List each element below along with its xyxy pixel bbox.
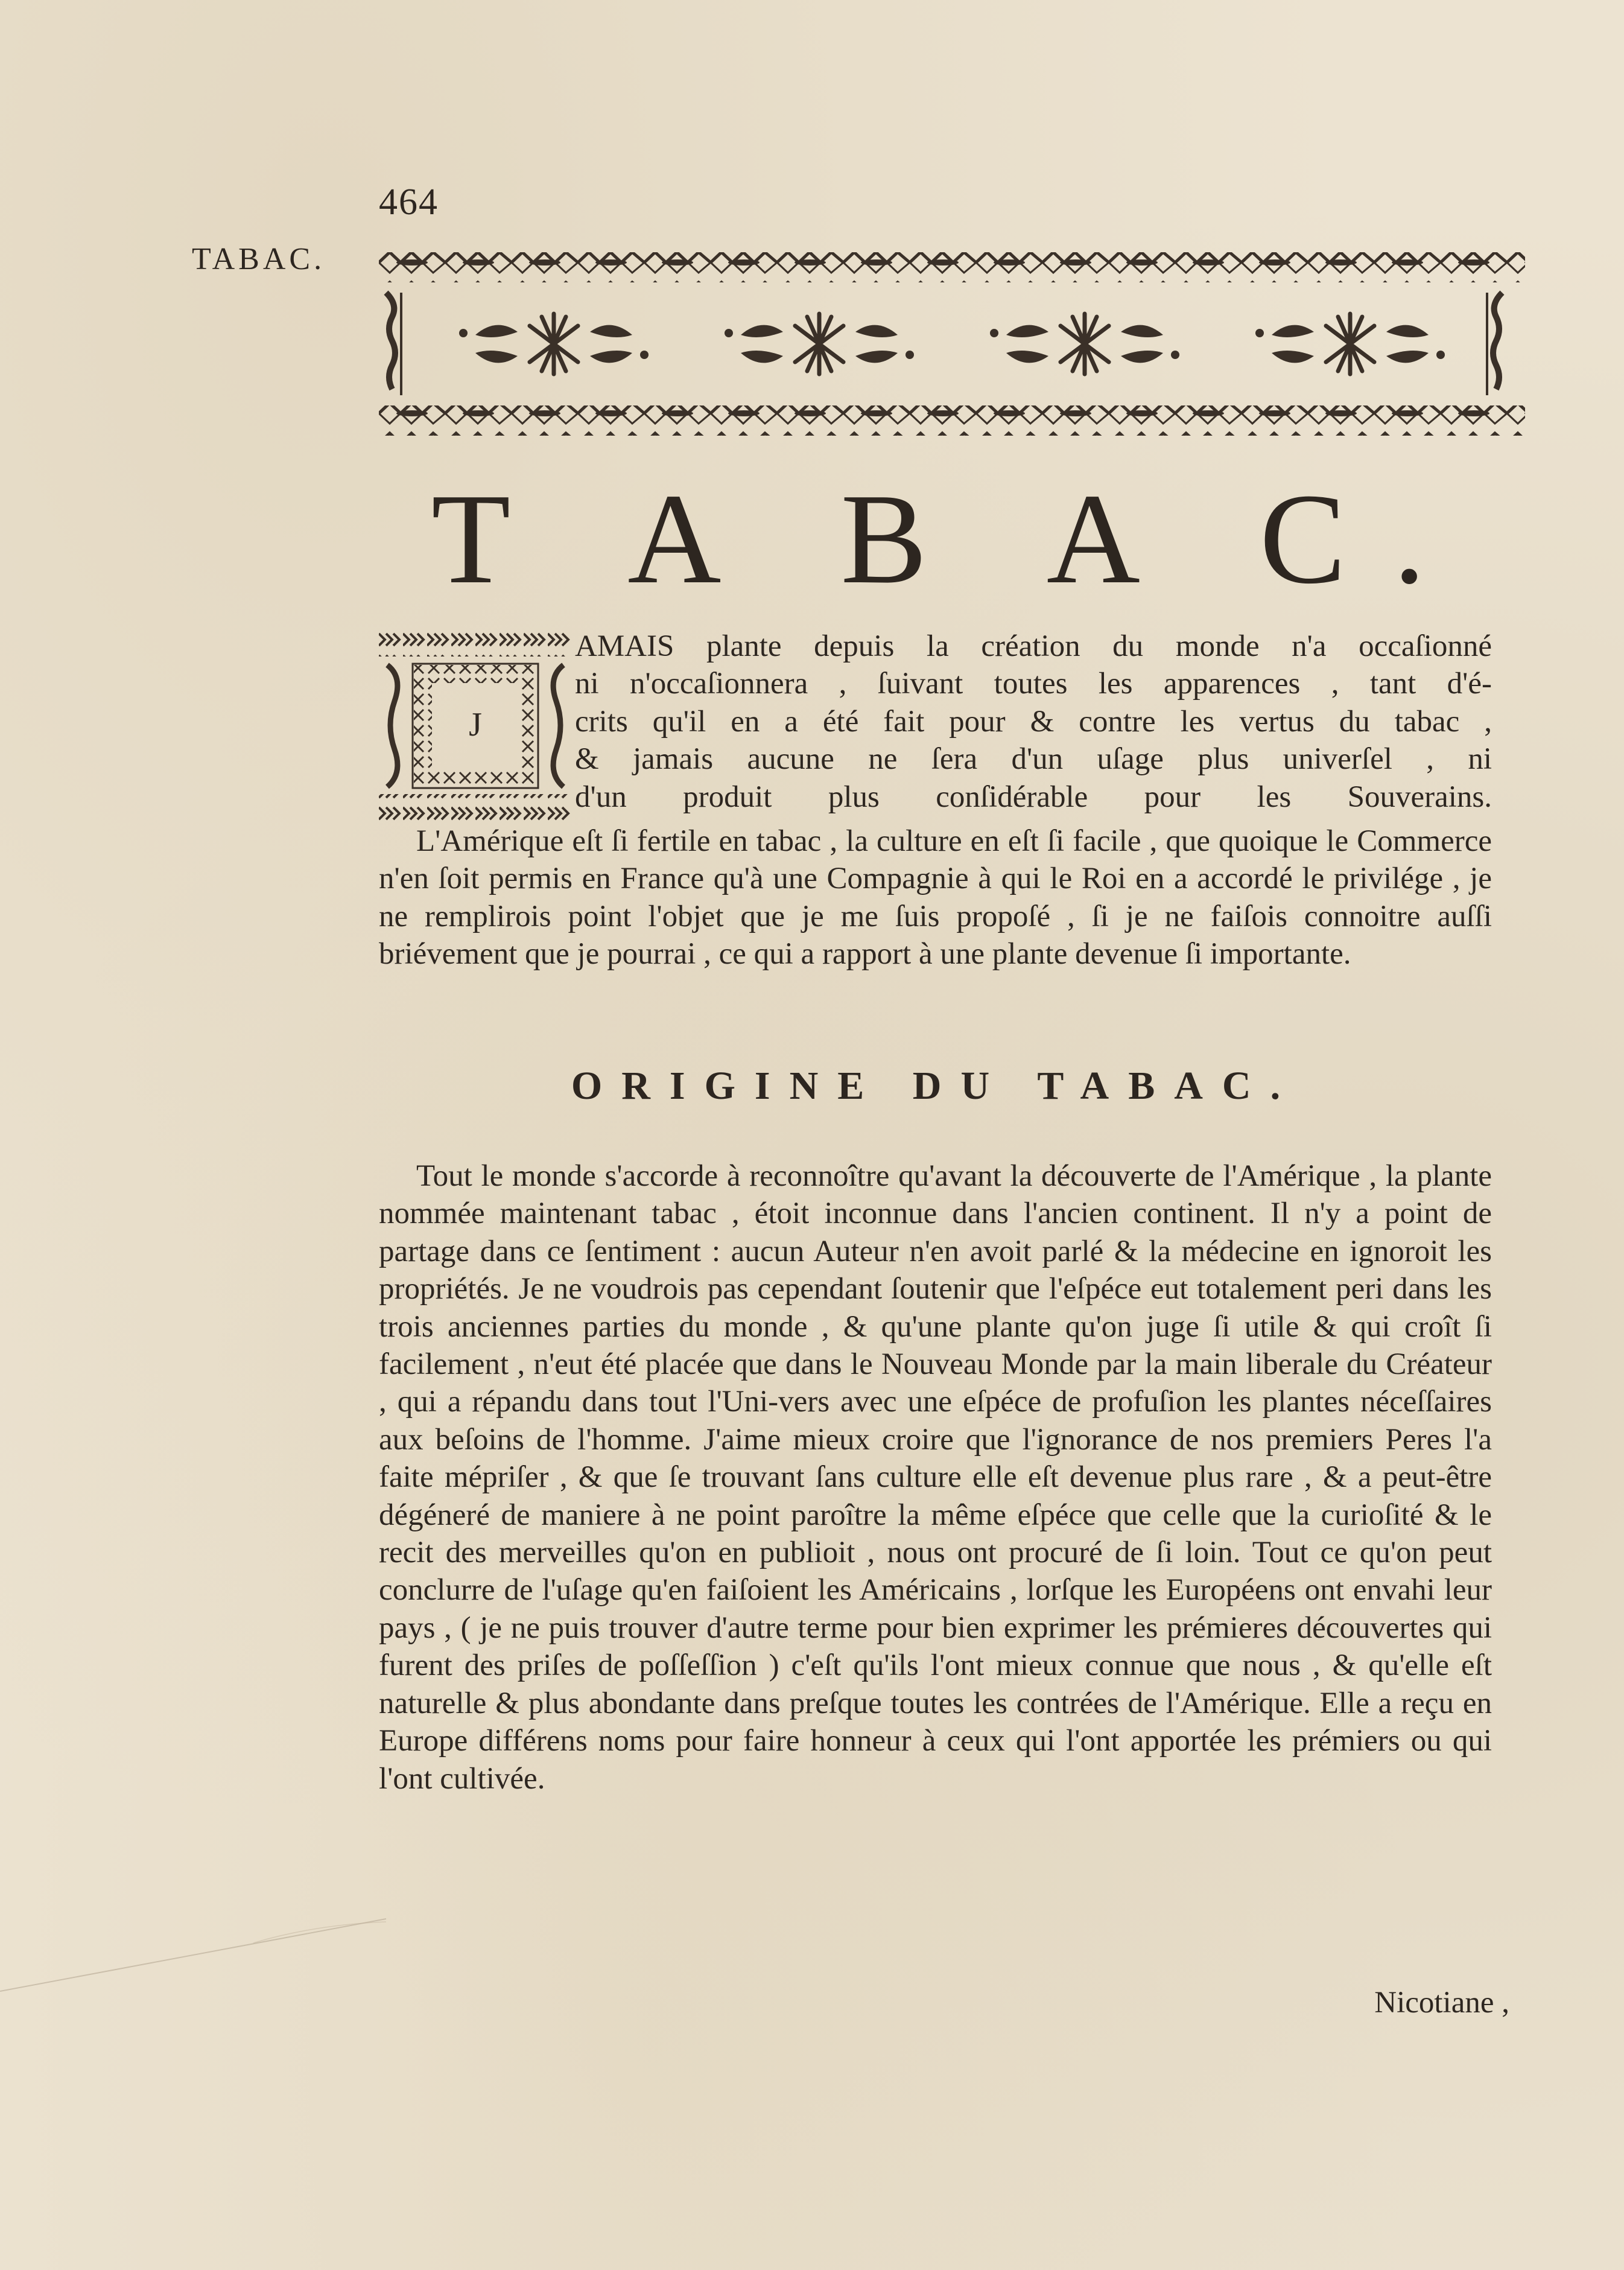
page-number: 464 [379,182,439,223]
intro-line: & jamais aucune ne ſera d'un uſage plus univerſel , ni [575,742,1492,777]
intro-line: AMAIS plante depuis la création du monde n'a occaſionné [575,629,1492,663]
ornamental-headpiece [379,247,1525,447]
section-paragraph: Tout le monde s'accorde à reconnoître qu'avant la découverte de l'Amérique , la plante nommée maintenant tabac , étoit inconnue dans l'ancien continent. Il n'y a point de partage dans ce ſentiment : aucun Auteur n'en avoit parlé & la médecine en ignoroit les propriétés. Je ne voudrois pas cependant ſoutenir que l'eſpéce eut totalement peri dans les trois anciennes parties du monde , & qu'une plante qu'on juge ſi utile & qui croît ſi facilement , n'eut été placée que dans le Nouveau Monde par la main liberale du Créateur , qui a répandu dans tout l'Uni-vers avec une eſpéce de profuſion les plantes néceſſaires aux beſoins de l'homme. J'aime mieux croire que l'ignorance de nos premiers Peres l'a faite mépriſer , & que ſe trouvant ſans culture elle eſt devenue plus rare , & a peut-être dégéneré de maniere à ne point paroître la même eſpéce que celle que la curioſité & le recit des merveilles qu'on en publioit , nous ont procuré de ſi loin. Tout ce qu'on peut conclurre de l'uſage qu'en faiſoient les Américains , lorſque les Européens ont envahi leur pays , ( je ne puis trouver d'autre terme pour bien exprimer les prémieres découvertes qui furent des priſes de poſſeſſion ) c'eſt qu'ils l'ont mieux connue que nous , & qu'elle eſt naturelle & plus abondante dans preſque toutes les contrées de l'Amérique. Elle a reçu en Europe différens noms pour faire honneur à ceux qui l'ont apportée les prémiers ou qui l'ont cultivée. [379,1159,1492,1796]
intro-lead-text [575,628,1492,816]
intro-line: ni n'occaſionnera , ſuivant toutes les apparences , tant d'é- [575,667,1492,701]
page-title: T A B A C. [431,466,1473,611]
drop-cap-letter: J [469,706,482,743]
decorated-initial [379,629,572,822]
paper-crease [0,1852,386,1997]
running-head: TABAC. [192,242,326,276]
catchword: Nicotiane , [1374,1986,1509,2020]
intro-line: d'un produit plus conſidérable pour les Souverains. [575,780,1492,814]
section-heading: ORIGINE DU TABAC. [571,1064,1300,1108]
intro-line: crits qu'il en a été fait pour & contre les vertus du tabac , [575,704,1492,739]
intro-paragraph: L'Amérique eſt ſi fertile en tabac , la culture en eſt ſi facile , que quoique le Commerce n'en ſoit permis en France qu'à une Compagnie à qui le Roi en a accordé le privilége , je ne remplirois point l'objet que je me ſuis propoſé , ſi je ne faiſois connoitre auſſi briévement que je pourrai , ce qui a rapport à une plante devenue ſi importante. [379,824,1492,971]
